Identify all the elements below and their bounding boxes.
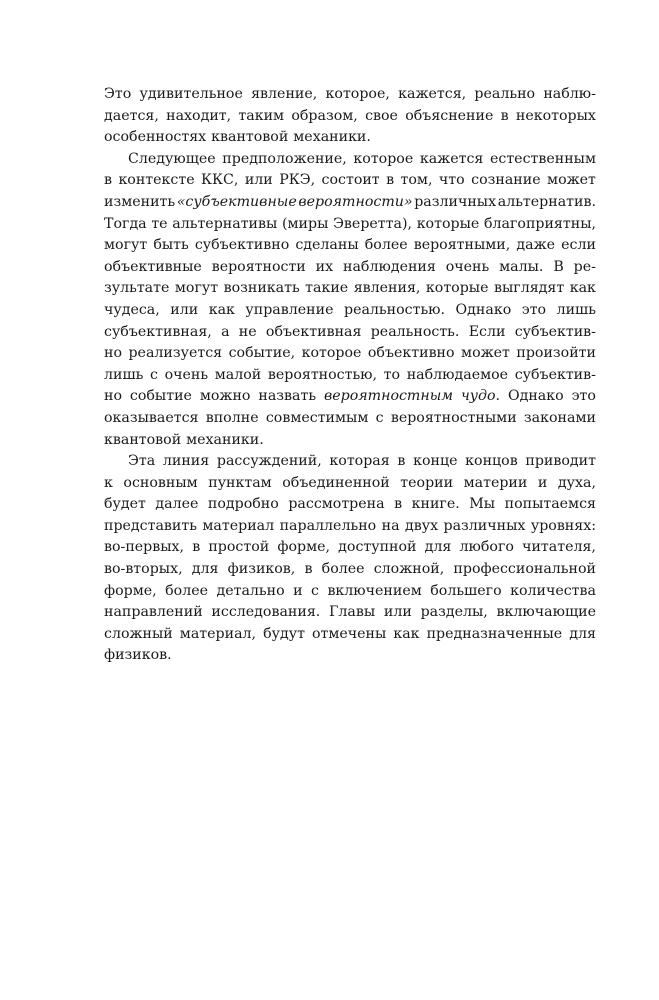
- text-line: объективные вероятности их наблюдения очень малы. В ре-: [104, 258, 596, 275]
- text-line: субъективная, а не объективная реальность. Если субъектив-: [104, 323, 596, 340]
- text-line: Эта линия рассуждений, которая в конце концов приводит: [128, 453, 596, 470]
- text-line: в контексте ККС, или РКЭ, состоит в том, что сознание может: [104, 172, 596, 189]
- text-line: чудеса, или как управление реальностью. Однако это лишь: [104, 301, 596, 318]
- text-line: могут быть субъективно сделаны более вероятными, даже если: [104, 237, 596, 254]
- text-line: изменить «субъективные вероятности» различных альтернатив.: [104, 193, 596, 210]
- text-line: сложный материал, будут отмечены как предназначенные для: [104, 625, 596, 642]
- text-line: направлений исследования. Главы или разделы, включающие: [104, 604, 596, 621]
- text-line: особенностях квантовой механики.: [104, 129, 371, 146]
- text-line: представить материал параллельно на двух различных уровнях:: [104, 517, 596, 534]
- text-line: дается, находит, таким образом, свое объяснение в некоторых: [104, 107, 596, 124]
- text-line: во-вторых, для физиков, в более сложной, профессиональной: [104, 561, 596, 578]
- text-line: Следующее предположение, которое кажется естественным: [128, 150, 596, 167]
- text-line: физиков.: [104, 647, 172, 664]
- text-line: Тогда те альтернативы (миры Эверетта), которые благоприятны,: [104, 215, 596, 232]
- text-line: к основным пунктам объединенной теории материи и духа,: [104, 474, 596, 491]
- paragraph: [104, 84, 596, 149]
- text-line: квантовой механики.: [104, 431, 264, 448]
- text-line: но событие можно назвать вероятностным чудо. Однако это: [104, 388, 596, 405]
- text-line: лишь с очень малой вероятностью, то наблюдаемое субъектив-: [104, 366, 596, 383]
- text-line: оказывается вполне совместимым с вероятностными законами: [104, 409, 596, 426]
- text-line: во-первых, в простой форме, доступной для любого читателя,: [104, 539, 596, 556]
- paragraph: [104, 451, 596, 667]
- text-line: будет далее подробно рассмотрена в книге. Мы попытаемся: [104, 496, 596, 513]
- text-line: Это удивительное явление, которое, кажется, реально наблю-: [104, 86, 596, 102]
- paragraph: [104, 149, 596, 451]
- text-line: зультате могут возникать такие явления, которые выглядят как: [104, 280, 596, 297]
- text-line: форме, более детально и с включением большего количества: [104, 582, 596, 599]
- text-line: но реализуется событие, которое объективно может произойти: [104, 345, 596, 362]
- body-text: [104, 84, 596, 667]
